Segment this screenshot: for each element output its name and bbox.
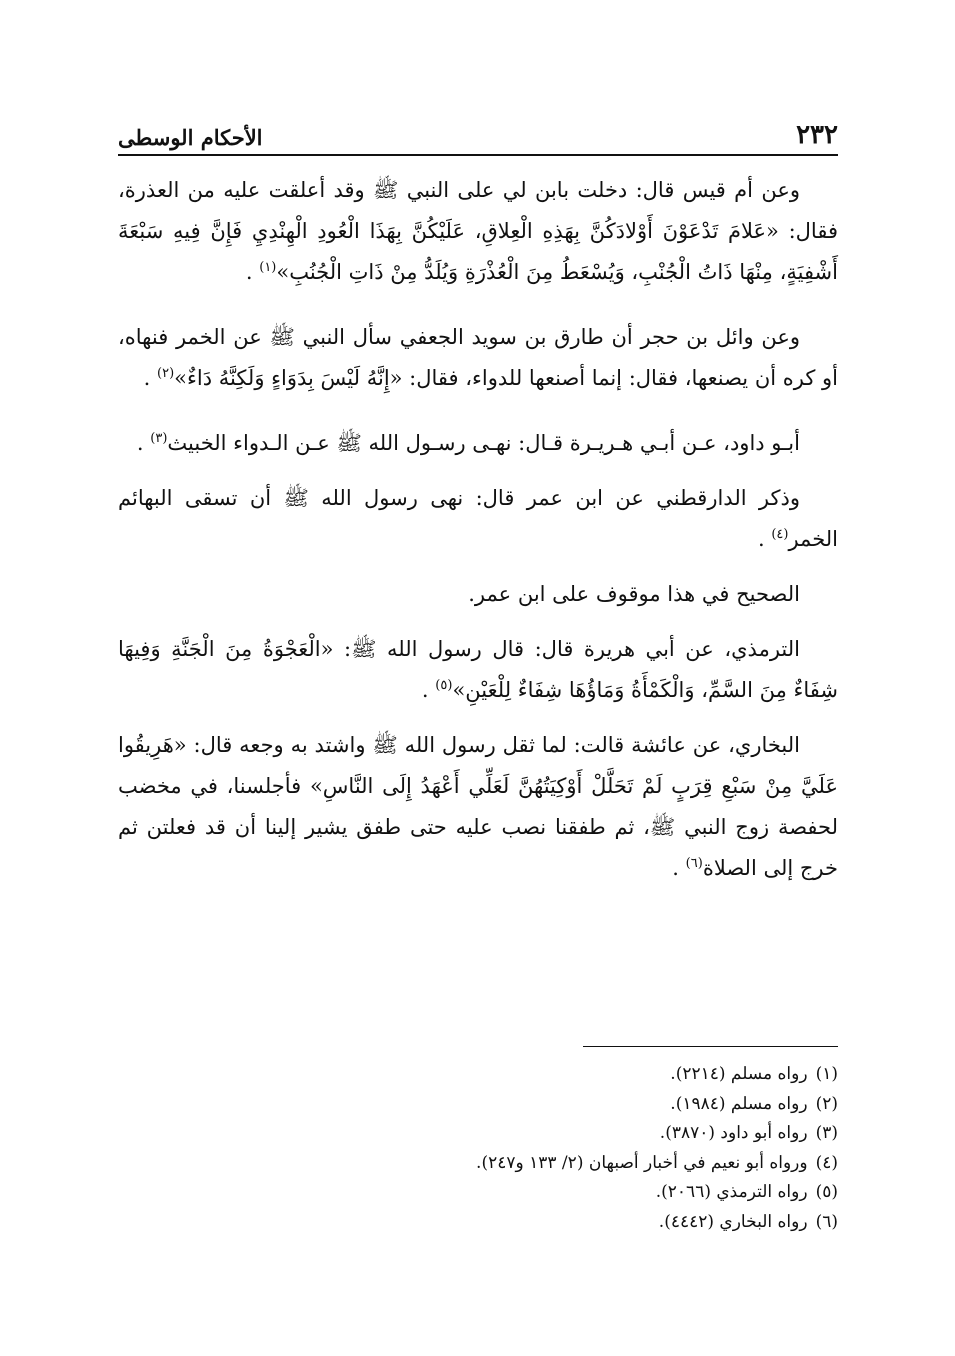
footnote-reference: (٣) (150, 431, 168, 446)
footnote-reference: (٥) (435, 678, 453, 693)
footnote-item (118, 1149, 838, 1179)
paragraph-text: وذكر الدارقطني عن ابن عمر قال: نهى رسول الله ﷺ أن تسقى البهائم الخمر (118, 486, 838, 551)
footnote-rule (583, 1046, 838, 1047)
footnote-reference: (٤) (771, 527, 789, 542)
paragraph-wail-ibn-hujr (118, 317, 838, 399)
paragraph-umm-qays (118, 170, 838, 293)
paragraph-text: أبـو داود، عـن أبـي هـريـرة قـال: نهـى رسـول الله ﷺ عـن الـدواء الخبيث (167, 431, 800, 455)
paragraph-end: . (757, 527, 765, 551)
footnote-text: رواه أبو داود (٣٨٧٠). (659, 1123, 808, 1143)
footnote-item (118, 1178, 838, 1208)
footnote-number: (٥) (815, 1182, 838, 1202)
footnote-number: (٦) (815, 1211, 838, 1232)
paragraph-end: . (245, 260, 253, 284)
paragraph-text: وعن وائل بن حجر أن طارق بن سويد الجعفي سأل النبي ﷺ عن الخمر فنهاه، أو كره أن يصنعها، فقال: إنما أصنعها للدواء، فقال: «إِنَّهُ لَيْسَ بِدَوَاءٍ وَلَكِنَّهُ دَاءٌ» (118, 325, 838, 390)
footnotes (118, 1060, 838, 1237)
paragraph-abu-dawud (118, 423, 838, 464)
paragraph-sahih-note (118, 574, 838, 615)
paragraph-end: . (672, 856, 679, 880)
paragraph-text: الصحيح في هذا موقوف على ابن عمر. (468, 582, 800, 606)
footnote-number: (٤) (815, 1152, 838, 1173)
page-number: ٢٣٢ (796, 120, 838, 150)
running-title: الأحكام الوسطى (118, 125, 263, 150)
paragraph-text: الترمذي، عن أبي هريرة قال: قال رسول الله ﷺ: «الْعَجْوَةُ مِنَ الْجَنَّةِ وَفِيهَا شِفَاءٌ مِنَ السَّمِّ، وَالْكَمْأَةُ وَمَاؤُهَا شِفَاءٌ لِلْعَيْنِ» (118, 637, 838, 702)
page-header (118, 108, 838, 148)
paragraph-tirmidhi (118, 629, 838, 711)
paragraph-daraqutni (118, 478, 838, 560)
paragraph-end: . (143, 366, 151, 390)
footnote-number: (٣) (815, 1123, 838, 1143)
footnote-item (118, 1060, 838, 1090)
footnote-text: رواه البخاري (٤٤٤٢). (658, 1211, 808, 1232)
footnote-text: ورواه أبو نعيم في أخبار أصبهان (٢/ ١٣٣ و٢٤٧). (476, 1152, 808, 1173)
paragraph-end: . (136, 431, 144, 455)
footnote-item (118, 1119, 838, 1149)
paragraph-text: البخاري، عن عائشة قالت: لما ثقل رسول الله ﷺ واشتد به وجعه قال: «هَرِيقُوا عَلَيَّ مِنْ سَبْعِ قِرَبٍ لَمْ تَحَلَّلْ أَوْكِيَتُهُنَّ لَعَلِّي أَعْهَدُ إِلَى النَّاسِ» فأجلسنا، في مخضب لحفصة زوج النبي ﷺ، ثم طفقنا نصب عليه حتى طفق يشير إلينا أن قد فعلتن ثم خرج إلى الصلاة (118, 733, 838, 880)
footnote-item (118, 1090, 838, 1120)
footnote-text: رواه مسلم (١٩٨٤). (670, 1093, 808, 1114)
paragraph-bukhari (118, 725, 838, 889)
footnote-reference: (٢) (157, 366, 175, 381)
footnote-text: رواه مسلم (٢٢١٤). (670, 1064, 808, 1084)
paragraph-end: . (421, 678, 429, 702)
header-rule (118, 154, 838, 156)
footnote-text: رواه الترمذي (٢٠٦٦). (655, 1182, 808, 1202)
footnote-number: (١) (815, 1064, 838, 1084)
footnote-number: (٢) (815, 1093, 838, 1114)
footnote-reference: (١) (259, 260, 277, 275)
body-text (118, 170, 838, 903)
footnote-item (118, 1208, 838, 1238)
paragraph-text: وعن أم قيس قال: دخلت بابن لي على النبي ﷺ وقد أعلقت عليه من العذرة، فقال: «عَلامَ تَدْعَوْنَ أَوْلادَكُنَّ بِهَذِهِ الْعِلاقِ، عَلَيْكُنَّ بِهَذَا الْعُودِ الْهِنْدِيِ فَإِنَّ فِيهِ سَبْعَةَ أَشْفِيَةٍ، مِنْهَا ذَاتُ الْجُنْبِ، وَيُسْعَطُ مِنَ الْعُذْرَةِ وَيُلَدُّ مِنْ ذَاتِ الْجُنُبِ» (118, 178, 838, 284)
footnote-reference: (٦) (685, 856, 703, 871)
